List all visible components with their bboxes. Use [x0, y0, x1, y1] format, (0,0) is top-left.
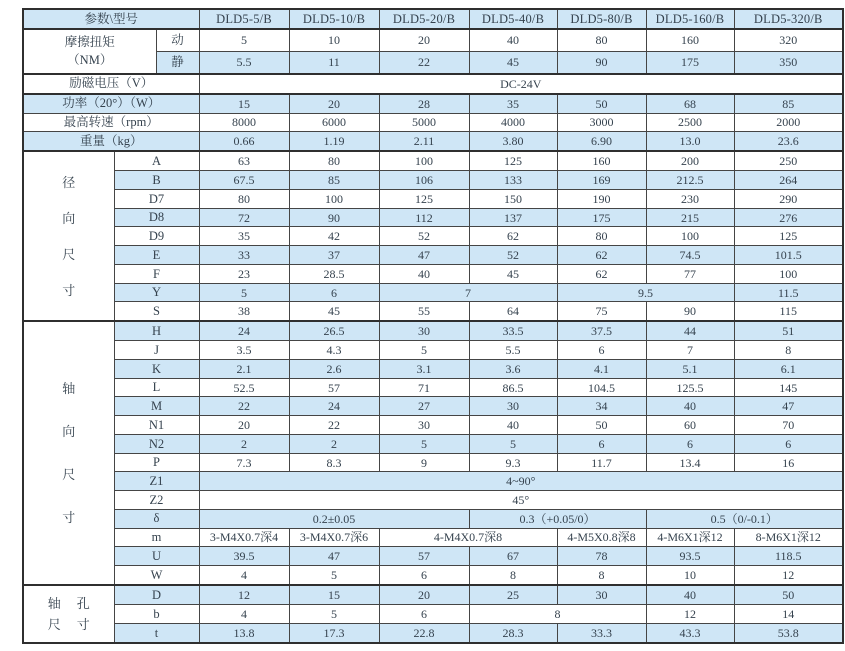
section-char: 向 [62, 210, 76, 226]
cell: 30 [557, 585, 646, 604]
cell: 45° [199, 491, 843, 510]
model-header: DLD5-160/B [646, 9, 734, 29]
cell: 30 [469, 397, 557, 416]
cell: 24 [199, 321, 289, 340]
cell: 13.4 [646, 453, 734, 472]
cell: 6 [379, 566, 469, 585]
corner-label: 参数\型号 [23, 9, 199, 29]
cell: 3-M4X0.7深6 [289, 528, 379, 547]
voltage-label: 励磁电压（V） [23, 74, 199, 94]
row-label: S [114, 302, 199, 321]
cell: 38 [199, 302, 289, 321]
axial-row-U [23, 547, 843, 566]
cell: 93.5 [646, 547, 734, 566]
cell: 8.3 [289, 453, 379, 472]
cell: 40 [469, 416, 557, 435]
cell: 16 [734, 453, 843, 472]
cell: 70 [734, 416, 843, 435]
voltage-row [23, 74, 843, 94]
cell: 5000 [379, 113, 469, 132]
speed-label: 最高转速（rpm） [23, 113, 199, 132]
cell: 74.5 [646, 246, 734, 265]
weight-label: 重量（kg） [23, 132, 199, 151]
cell: 22 [199, 397, 289, 416]
cell: 45 [469, 264, 557, 283]
cell: 23 [199, 264, 289, 283]
cell: 6 [646, 434, 734, 453]
cell: 264 [734, 171, 843, 190]
radial-row-Y [23, 283, 843, 302]
cell: 72 [199, 208, 289, 227]
cell: 80 [199, 189, 289, 208]
cell: 37.5 [557, 321, 646, 340]
cell: 43.3 [646, 623, 734, 643]
cell: 14 [734, 604, 843, 623]
cell: 100 [289, 189, 379, 208]
cell: 3.1 [379, 359, 469, 378]
cell: 1.19 [289, 132, 379, 151]
cell: 6 [289, 283, 379, 302]
cell: 5 [199, 283, 289, 302]
cell: 2.1 [199, 359, 289, 378]
cell: 26.5 [289, 321, 379, 340]
cell: 5 [289, 604, 379, 623]
torque-label [23, 29, 156, 73]
cell: 11.7 [557, 453, 646, 472]
axial-row-K [23, 359, 843, 378]
cell: 8 [469, 566, 557, 585]
cell: 42 [289, 227, 379, 246]
cell: 85 [734, 94, 843, 113]
row-label: H [114, 321, 199, 340]
cell: 2 [199, 434, 289, 453]
cell: 8-M6X1深12 [734, 528, 843, 547]
cell: 250 [734, 151, 843, 170]
cell: 5 [379, 341, 469, 360]
cell: 6 [379, 604, 469, 623]
cell: 4-M6X1深12 [646, 528, 734, 547]
power-label: 功率（20°）（W） [23, 94, 199, 113]
cell: 75 [557, 302, 646, 321]
model-header: DLD5-5/B [199, 9, 289, 29]
axial-row-m [23, 528, 843, 547]
row-label: N1 [114, 416, 199, 435]
cell: 8 [469, 604, 646, 623]
cell: 5 [469, 434, 557, 453]
cell: 50 [557, 94, 646, 113]
torque-label-line1: 摩擦扭矩 [64, 35, 115, 50]
row-label: δ [114, 509, 199, 528]
cell: 9.3 [469, 453, 557, 472]
row-label: A [114, 151, 199, 170]
cell: 100 [379, 151, 469, 170]
cell: 57 [379, 547, 469, 566]
torque-label-line2: （NM） [67, 52, 113, 67]
cell: 106 [379, 171, 469, 190]
cell: 40 [646, 585, 734, 604]
cell: 3.80 [469, 132, 557, 151]
cell: 3-M4X0.7深4 [199, 528, 289, 547]
cell: 169 [557, 171, 646, 190]
cell: 45 [289, 302, 379, 321]
axial-row-delta [23, 509, 843, 528]
cell: 4000 [469, 113, 557, 132]
cell: 0.3（+0.05/0） [469, 509, 646, 528]
row-label: F [114, 264, 199, 283]
cell: 290 [734, 189, 843, 208]
section-char: 寸 [76, 617, 90, 632]
cell: 25 [469, 585, 557, 604]
cell: 27 [379, 397, 469, 416]
cell: 10 [289, 29, 379, 51]
weight-row [23, 132, 843, 151]
cell: 3.6 [469, 359, 557, 378]
cell: 5 [289, 566, 379, 585]
cell: 100 [734, 264, 843, 283]
cell: 62 [469, 227, 557, 246]
cell: 0.2±0.05 [199, 509, 469, 528]
speed-row [23, 113, 843, 132]
shaft-section-label [23, 585, 114, 643]
axial-row-J [23, 341, 843, 360]
axial-row-L [23, 378, 843, 397]
cell: 51 [734, 321, 843, 340]
axial-row-M [23, 397, 843, 416]
cell: 23.6 [734, 132, 843, 151]
cell: 12 [646, 604, 734, 623]
cell: 2.11 [379, 132, 469, 151]
cell: 13.8 [199, 623, 289, 643]
row-label: J [114, 341, 199, 360]
cell: 115 [734, 302, 843, 321]
cell: 52 [469, 246, 557, 265]
cell: 40 [379, 264, 469, 283]
cell: 112 [379, 208, 469, 227]
radial-section-label [23, 151, 114, 321]
axial-row-Z1 [23, 472, 843, 491]
model-header: DLD5-10/B [289, 9, 379, 29]
row-label: W [114, 566, 199, 585]
model-header: DLD5-40/B [469, 9, 557, 29]
cell: 90 [646, 302, 734, 321]
cell: 45 [469, 51, 557, 73]
cell: 2000 [734, 113, 843, 132]
cell: 80 [289, 151, 379, 170]
cell: 125 [379, 189, 469, 208]
axial-row-H [23, 321, 843, 340]
cell: 50 [557, 416, 646, 435]
cell: 8 [734, 341, 843, 360]
row-label: t [114, 623, 199, 643]
cell: 8000 [199, 113, 289, 132]
cell: 67.5 [199, 171, 289, 190]
row-label: E [114, 246, 199, 265]
cell: 52.5 [199, 378, 289, 397]
cell: 4.3 [289, 341, 379, 360]
cell: 22.8 [379, 623, 469, 643]
cell: 35 [469, 94, 557, 113]
row-label: D7 [114, 189, 199, 208]
cell: 6 [557, 434, 646, 453]
cell: 7 [379, 283, 557, 302]
radial-row-B [23, 171, 843, 190]
cell: 160 [557, 151, 646, 170]
cell: 5.5 [199, 51, 289, 73]
cell: 6000 [289, 113, 379, 132]
row-label: P [114, 453, 199, 472]
cell: 77 [646, 264, 734, 283]
cell: 10 [646, 566, 734, 585]
cell: 4-M5X0.8深8 [557, 528, 646, 547]
cell: 47 [734, 397, 843, 416]
cell: 4.1 [557, 359, 646, 378]
axial-section-label [23, 321, 114, 585]
cell: 57 [289, 378, 379, 397]
section-char: 轴 [47, 596, 61, 611]
torque-dynamic-label: 动 [156, 29, 199, 51]
cell: 85 [289, 171, 379, 190]
cell: 200 [646, 151, 734, 170]
cell: 7.3 [199, 453, 289, 472]
cell: 100 [646, 227, 734, 246]
cell: 160 [646, 29, 734, 51]
section-char: 径 [62, 174, 76, 190]
cell: 212.5 [646, 171, 734, 190]
section-char: 轴 [62, 381, 76, 397]
cell: 12 [199, 585, 289, 604]
cell: 230 [646, 189, 734, 208]
row-label: K [114, 359, 199, 378]
cell: 34 [557, 397, 646, 416]
cell: 68 [646, 94, 734, 113]
cell: 350 [734, 51, 843, 73]
radial-row-A [23, 151, 843, 170]
cell: 276 [734, 208, 843, 227]
cell: 63 [199, 151, 289, 170]
cell: 60 [646, 416, 734, 435]
cell: 175 [557, 208, 646, 227]
cell: 71 [379, 378, 469, 397]
cell: 47 [289, 547, 379, 566]
row-label: U [114, 547, 199, 566]
row-label: D8 [114, 208, 199, 227]
model-header: DLD5-20/B [379, 9, 469, 29]
row-label: Z2 [114, 491, 199, 510]
cell: 0.66 [199, 132, 289, 151]
cell: 67 [469, 547, 557, 566]
cell: 101.5 [734, 246, 843, 265]
cell: 33.5 [469, 321, 557, 340]
cell: 20 [379, 585, 469, 604]
cell: 13.0 [646, 132, 734, 151]
cell: 33.3 [557, 623, 646, 643]
cell: 6.1 [734, 359, 843, 378]
cell: 11.5 [734, 283, 843, 302]
cell: 145 [734, 378, 843, 397]
radial-row-F [23, 264, 843, 283]
axial-row-Z2 [23, 491, 843, 510]
cell: 150 [469, 189, 557, 208]
cell: 28.3 [469, 623, 557, 643]
cell: 22 [379, 51, 469, 73]
cell: 320 [734, 29, 843, 51]
cell: 125 [734, 227, 843, 246]
section-char: 寸 [62, 510, 76, 526]
cell: 53.8 [734, 623, 843, 643]
cell: 118.5 [734, 547, 843, 566]
cell: 24 [289, 397, 379, 416]
row-label: b [114, 604, 199, 623]
cell: 90 [289, 208, 379, 227]
cell: 6 [734, 434, 843, 453]
cell: 175 [646, 51, 734, 73]
row-label: L [114, 378, 199, 397]
radial-row-E [23, 246, 843, 265]
cell: 35 [199, 227, 289, 246]
cell: 125 [469, 151, 557, 170]
section-char: 尺 [47, 617, 61, 632]
cell: 64 [469, 302, 557, 321]
cell: 33 [199, 246, 289, 265]
cell: 4-M4X0.7深8 [379, 528, 557, 547]
axial-row-N1 [23, 416, 843, 435]
spec-table-container [22, 8, 844, 644]
cell: 55 [379, 302, 469, 321]
voltage-value: DC-24V [199, 74, 843, 94]
model-header: DLD5-320/B [734, 9, 843, 29]
row-label: M [114, 397, 199, 416]
cell: 0.5（0/-0.1） [646, 509, 843, 528]
cell: 5.5 [469, 341, 557, 360]
clutch-spec-table [22, 8, 844, 644]
row-label: Y [114, 283, 199, 302]
row-label: D [114, 585, 199, 604]
cell: 44 [646, 321, 734, 340]
cell: 9 [379, 453, 469, 472]
cell: 15 [199, 94, 289, 113]
cell: 90 [557, 51, 646, 73]
cell: 4~90° [199, 472, 843, 491]
cell: 104.5 [557, 378, 646, 397]
header-row [23, 9, 843, 29]
section-char: 尺 [62, 246, 76, 262]
cell: 215 [646, 208, 734, 227]
shaft-row-b [23, 604, 843, 623]
radial-row-D9 [23, 227, 843, 246]
cell: 37 [289, 246, 379, 265]
cell: 4 [199, 604, 289, 623]
section-char: 孔 [76, 596, 90, 611]
cell: 190 [557, 189, 646, 208]
cell: 22 [289, 416, 379, 435]
cell: 78 [557, 547, 646, 566]
torque-dynamic-row [23, 29, 843, 51]
cell: 137 [469, 208, 557, 227]
row-label: Z1 [114, 472, 199, 491]
radial-row-S [23, 302, 843, 321]
cell: 80 [557, 227, 646, 246]
cell: 40 [646, 397, 734, 416]
cell: 3000 [557, 113, 646, 132]
cell: 47 [379, 246, 469, 265]
cell: 15 [289, 585, 379, 604]
cell: 20 [199, 416, 289, 435]
power-row [23, 94, 843, 113]
section-char: 尺 [62, 467, 76, 483]
row-label: B [114, 171, 199, 190]
row-label: m [114, 528, 199, 547]
radial-row-D8 [23, 208, 843, 227]
cell: 4 [199, 566, 289, 585]
cell: 52 [379, 227, 469, 246]
cell: 28 [379, 94, 469, 113]
shaft-row-t [23, 623, 843, 643]
section-char: 向 [62, 424, 76, 440]
cell: 2500 [646, 113, 734, 132]
axial-row-N2 [23, 434, 843, 453]
section-char: 寸 [62, 283, 76, 299]
torque-static-label: 静 [156, 51, 199, 73]
cell: 5 [199, 29, 289, 51]
radial-row-D7 [23, 189, 843, 208]
cell: 86.5 [469, 378, 557, 397]
cell: 80 [557, 29, 646, 51]
cell: 30 [379, 416, 469, 435]
cell: 20 [289, 94, 379, 113]
shaft-row-D [23, 585, 843, 604]
cell: 39.5 [199, 547, 289, 566]
cell: 6 [557, 341, 646, 360]
cell: 11 [289, 51, 379, 73]
row-label: D9 [114, 227, 199, 246]
cell: 40 [469, 29, 557, 51]
cell: 50 [734, 585, 843, 604]
cell: 2.6 [289, 359, 379, 378]
cell: 30 [379, 321, 469, 340]
row-label: N2 [114, 434, 199, 453]
cell: 133 [469, 171, 557, 190]
cell: 62 [557, 246, 646, 265]
model-header: DLD5-80/B [557, 9, 646, 29]
cell: 3.5 [199, 341, 289, 360]
axial-row-P [23, 453, 843, 472]
cell: 5 [379, 434, 469, 453]
cell: 125.5 [646, 378, 734, 397]
cell: 20 [379, 29, 469, 51]
cell: 9.5 [557, 283, 734, 302]
axial-row-W [23, 566, 843, 585]
cell: 8 [557, 566, 646, 585]
cell: 17.3 [289, 623, 379, 643]
cell: 28.5 [289, 264, 379, 283]
cell: 62 [557, 264, 646, 283]
cell: 12 [734, 566, 843, 585]
cell: 6.90 [557, 132, 646, 151]
cell: 2 [289, 434, 379, 453]
cell: 5.1 [646, 359, 734, 378]
cell: 7 [646, 341, 734, 360]
